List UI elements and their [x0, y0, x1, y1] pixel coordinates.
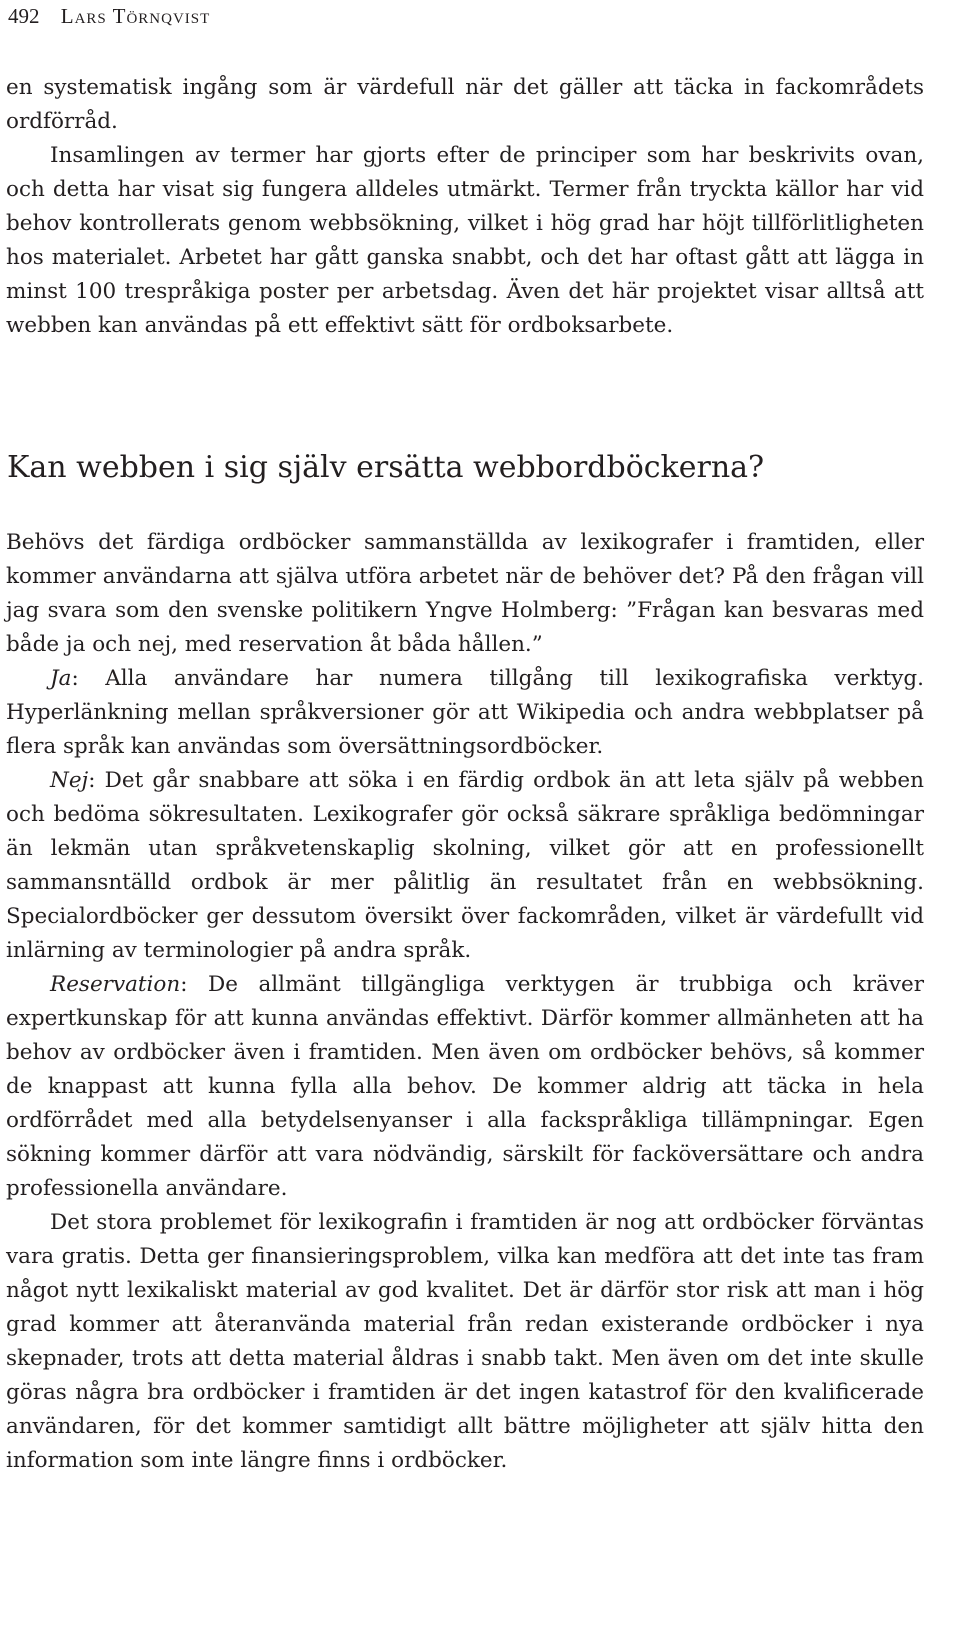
paragraph-reservation [6, 968, 924, 1206]
paragraph: Behövs det färdiga ordböcker sammanställda av lexikografer i framtiden, eller kommer användarna att själva utföra arbetet när de behöver det? På den frågan vill jag svara som den svenske politikern Yngve Holmberg: ”Frågan kan besvaras med både ja och nej, med reservation åt båda hållen.” [6, 530, 924, 657]
paragraph-text: : De allmänt tillgängliga verktygen är trubbiga och kräver expertkunskap för att kunna användas effektivt. Därför kommer allmänheten att ha behov av ordböcker även i framtiden. Men även om ordböcker behövs, så kommer de knappast att kunna fylla alla behov. De kommer aldrig att täcka in hela ordförrådet med alla betydelsenyanser i alla fackspråkliga tillämpningar. Egen sökning kommer därför att vara nödvändig, särskilt för facköversättare och andra professionella användare. [6, 972, 924, 1201]
paragraph-nej [6, 764, 924, 968]
paragraph: en systematisk ingång som är värdefull när det gäller att täcka in fackområdets ordförråd. [6, 75, 924, 134]
paragraph-text: : Det går snabbare att söka i en färdig ordbok än att leta själv på webben och bedöma sökresultaten. Lexikografer gör också säkrare språkliga bedömningar än lekmän utan språkvetenskaplig skolning, vilket gör att en professionellt sammansntälld ordbok är mer pålitlig än resultatet från en webbsökning. Specialordböcker ger dessutom översikt över fackområden, vilket är värdefullt vid inlärning av terminologier på andra språk. [6, 768, 924, 963]
page-number: 492 [8, 4, 40, 28]
term-reservation: Reservation [50, 972, 181, 997]
paragraph: Det stora problemet för lexikografin i framtiden är nog att ordböcker förväntas vara gratis. Detta ger finansieringsproblem, vilka kan medföra att det inte tas fram något nytt lexikaliskt material av god kvalitet. Det är därför stor risk att man i hög grad kommer att återanvända material från redan existerande ordböcker i nya skepnader, trots att detta material åldras i snabb takt. Men även om det inte skulle göras några bra ordböcker i framtiden är det ingen katastrof för den kvalificerade användaren, för det kommer samtidigt allt bättre möjligheter att själv hitta den information som inte längre finns i ordböcker. [6, 1210, 924, 1473]
paragraph-text: : Alla användare har numera tillgång till lexikografiska verktyg. Hyperlänkning mellan språkversioner gör att Wikipedia och andra webbplatser på flera språk kan användas som översättningsordböcker. [6, 666, 924, 759]
body-text-top [6, 71, 924, 343]
body-text-bottom [6, 526, 924, 1478]
paragraph: Insamlingen av termer har gjorts efter de principer som har beskrivits ovan, och detta har visat sig fungera alldeles utmärkt. Termer från tryckta källor har vid behov kontrollerats genom webbsökning, vilket i hög grad har höjt tillförlitligheten hos materialet. Arbetet har gått ganska snabbt, och det har oftast gått att lägga in minst 100 trespråkiga poster per arbetsdag. Även det här projektet visar alltså att webben kan användas på ett effektivt sätt för ordboksarbete. [6, 143, 924, 338]
term-nej: Nej [50, 768, 89, 793]
running-head-author: Lars Törnqvist [60, 4, 211, 28]
term-ja: Ja [50, 666, 72, 691]
section-heading: Kan webben i sig själv ersätta webbordböckerna? [7, 450, 765, 485]
running-head [8, 2, 210, 30]
paragraph-ja [6, 662, 924, 764]
